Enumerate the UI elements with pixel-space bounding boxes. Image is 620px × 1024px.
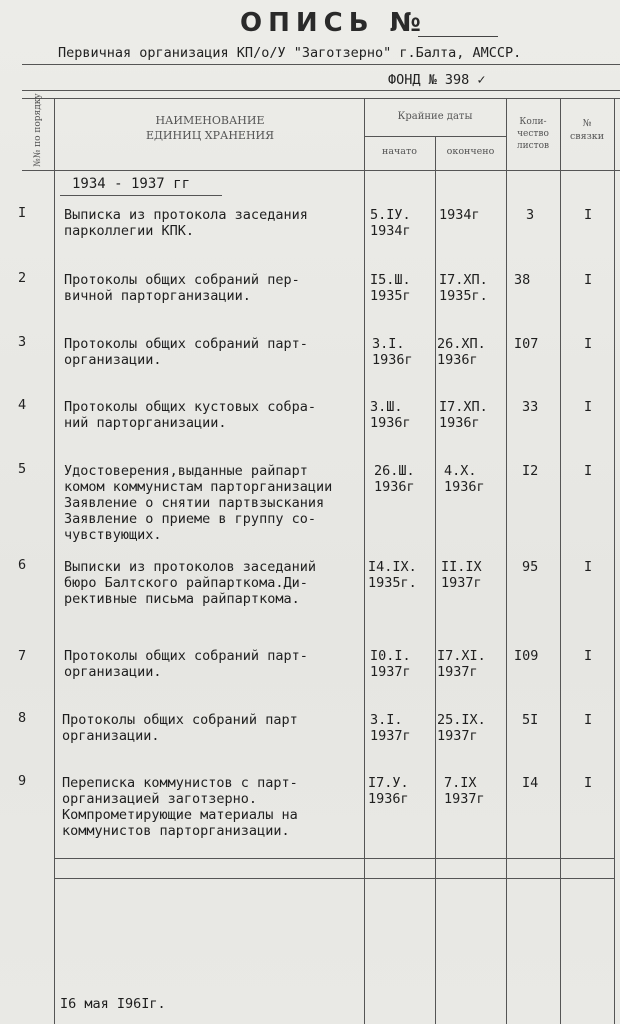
row-number: 8	[18, 710, 27, 726]
row-sheets: I2	[522, 463, 539, 479]
row-sheets: I07	[514, 336, 539, 352]
fond-number: ФОНД № 398 ✓	[388, 72, 486, 88]
row-sheets: 33	[522, 399, 539, 415]
row-bundle: I	[584, 272, 593, 288]
row-end-date: 7.IX 1937г	[444, 775, 485, 807]
row-start-date: 3.I. 1937г	[370, 712, 411, 744]
col-divider-name	[364, 98, 365, 1024]
row-end-date: II.IX 1937г	[441, 559, 482, 591]
fond-underline	[22, 90, 620, 91]
header-start: начато	[382, 146, 417, 157]
row-end-date: I7.XI. 1937г	[437, 648, 486, 680]
row-start-date: I5.Ш. 1935г	[370, 272, 411, 304]
row-sheets: 38	[514, 272, 531, 288]
row-title: Протоколы общих собраний пер- вичной парторганизации.	[64, 272, 300, 304]
row-number: 5	[18, 461, 27, 477]
header-end: окончено	[446, 146, 495, 157]
row-end-date: 25.IX. 1937г	[437, 712, 486, 744]
row-start-date: 3.I. 1936г	[372, 336, 413, 368]
row-title: Удостоверения,выданные райпарт комом коммунистам парторганизации Заявление о снятии партвзыскания Заявление о приеме в группу со- чувствующих.	[64, 463, 333, 543]
title-number-underline	[418, 36, 498, 37]
row-bundle: I	[584, 648, 593, 664]
bottom-rule-2	[54, 878, 614, 879]
row-start-date: I0.I. 1937г	[370, 648, 411, 680]
row-bundle: I	[584, 775, 593, 791]
row-start-date: 5.IУ. 1934г	[370, 207, 411, 239]
row-end-date: I7.ХП. 1936г	[439, 399, 488, 431]
row-start-date: 3.Ш. 1936г	[370, 399, 411, 431]
header-bottom-border	[22, 170, 620, 171]
row-title: Протоколы общих кустовых собра- ний парторганизации.	[64, 399, 316, 431]
row-start-date: I7.У. 1936г	[368, 775, 409, 807]
row-number: 6	[18, 557, 27, 573]
subtitle-underline	[22, 64, 620, 65]
row-number: 9	[18, 773, 27, 789]
page-title: ОПИСЬ №	[240, 8, 427, 38]
row-start-date: 26.Ш. 1936г	[374, 463, 415, 495]
row-sheets: 95	[522, 559, 539, 575]
row-sheets: I09	[514, 648, 539, 664]
row-sheets: I4	[522, 775, 539, 791]
col-divider-num	[54, 98, 55, 1024]
row-end-date: I7.ХП. 1935г.	[439, 272, 488, 304]
row-bundle: I	[584, 463, 593, 479]
section-underline	[60, 195, 222, 196]
bottom-rule-1	[54, 858, 614, 859]
row-title: Выписка из протокола заседания парколлегии КПК.	[64, 207, 308, 239]
row-title: Протоколы общих собраний парт- организации.	[64, 336, 308, 368]
row-bundle: I	[584, 712, 593, 728]
row-bundle: I	[584, 207, 593, 223]
col-divider-sheets	[506, 98, 507, 1024]
row-start-date: I4.IX. 1935г.	[368, 559, 417, 591]
col-divider-dates	[435, 136, 436, 1024]
row-title: Переписка коммунистов с парт- организацией заготзерно. Компрометирующие материалы на коммунистов парторганизации.	[62, 775, 298, 839]
row-end-date: 26.ХП. 1936г	[437, 336, 486, 368]
row-sheets: 5I	[522, 712, 539, 728]
row-number: 4	[18, 397, 27, 413]
row-bundle: I	[584, 559, 593, 575]
row-title: Протоколы общих собраний парт- организации.	[64, 648, 308, 680]
row-end-date: 4.Х. 1936г	[444, 463, 485, 495]
row-number: I	[18, 205, 27, 221]
row-title: Протоколы общих собраний парт организации.	[62, 712, 298, 744]
row-number: 3	[18, 334, 27, 350]
row-title: Выписки из протоколов заседаний бюро Балтского райпарткома.Ди- рективные письма райпарткома.	[64, 559, 316, 607]
header-dates: Крайние даты	[397, 111, 473, 122]
header-sheets: Коли-чество листов	[516, 117, 550, 152]
table-top-border	[22, 98, 620, 99]
col-divider-bundle	[560, 98, 561, 1024]
header-bundle: № связки	[569, 118, 605, 142]
section-heading: 1934 - 1937 гг	[72, 176, 191, 192]
col-right-border	[614, 98, 615, 1024]
organization-subtitle: Первичная организация КП/о/У "Заготзерно" г.Балта, АМССР.	[58, 45, 522, 61]
footer-date: I6 мая I96Iг.	[60, 996, 166, 1012]
header-num: №№ по порядку	[32, 93, 43, 167]
row-bundle: I	[584, 399, 593, 415]
row-sheets: 3	[526, 207, 535, 223]
header-name: НАИМЕНОВАНИЕ ЕДИНИЦ ХРАНЕНИЯ	[145, 114, 275, 142]
row-bundle: I	[584, 336, 593, 352]
row-number: 7	[18, 648, 27, 664]
row-end-date: 1934г	[439, 207, 480, 223]
row-number: 2	[18, 270, 27, 286]
